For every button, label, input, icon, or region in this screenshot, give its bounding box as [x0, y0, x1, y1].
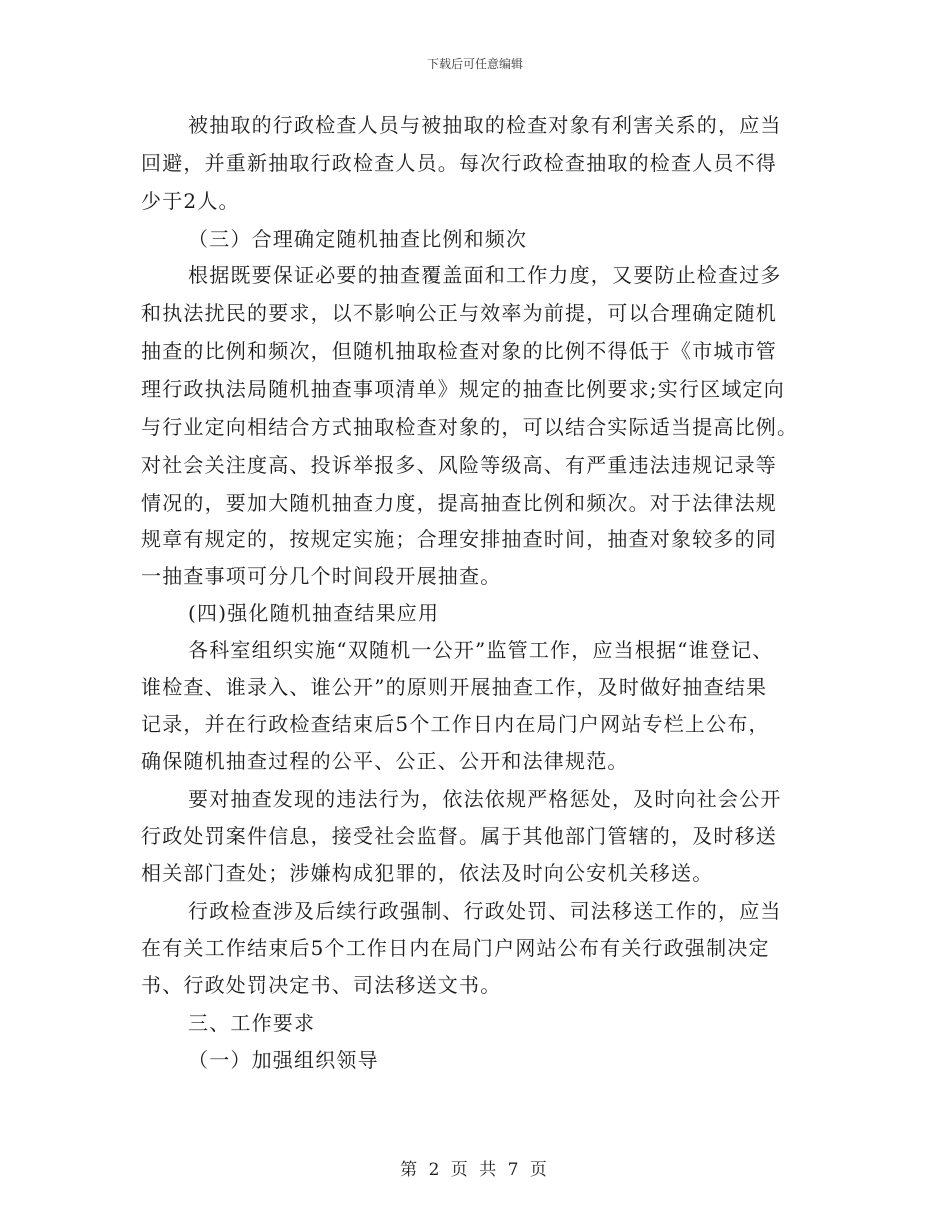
body-line: 对社会关注度高、投诉举报多、风险等级高、有严重违法违规记录等 [141, 453, 777, 477]
body-line: 和执法扰民的要求，以不影响公正与效率为前提，可以合理确定随机 [141, 301, 777, 325]
section-heading: (四)强化随机抽查结果应用 [188, 601, 440, 625]
body-line: 根据既要保证必要的抽查覆盖面和工作力度，又要防止检查过多 [188, 263, 782, 287]
body-line: 记录，并在行政检查结束后5个工作日内在局门户网站专栏上公布， [141, 712, 770, 736]
body-line: 理行政执法局随机抽查事项清单》规定的抽查比例要求;实行区域定向 [141, 377, 785, 401]
body-line: 谁检查、谁录入、谁公开”的原则开展抽查工作，及时做好抽查结果 [141, 675, 768, 699]
body-line: 相关部门查处；涉嫌构成犯罪的，依法及时向公安机关移送。 [141, 861, 714, 885]
body-line: 与行业定向相结合方式抽取检查对象的，可以结合实际适当提高比例。 [141, 415, 799, 439]
body-line: 行政检查涉及后续行政强制、行政处罚、司法移送工作的，应当 [188, 899, 782, 923]
body-line: 情况的，要加大随机抽查力度，提高抽查比例和频次。对于法律法规 [141, 491, 777, 515]
body-line: 抽查的比例和频次，但随机抽取检查对象的比例不得低于《市城市管 [141, 339, 777, 363]
section-heading: （三）合理确定随机抽查比例和频次 [188, 227, 528, 251]
body-line: 规章有规定的，按规定实施；合理安排抽查时间，抽查对象较多的同 [141, 527, 777, 551]
section-heading: （一）加强组织领导 [188, 1048, 379, 1072]
body-line: 回避，并重新抽取行政检查人员。每次行政检查抽取的检查人员不得 [141, 151, 777, 175]
body-line: 少于2人。 [141, 189, 240, 213]
body-line: 在有关工作结束后5个工作日内在局门户网站公布有关行政强制决定 [141, 936, 770, 960]
body-line: 被抽取的行政检查人员与被抽取的检查对象有利害关系的，应当 [188, 113, 782, 137]
body-line: 行政处罚案件信息，接受社会监督。属于其他部门管辖的，及时移送 [141, 824, 777, 848]
body-line: 书、行政处罚决定书、司法移送文书。 [141, 973, 502, 997]
body-line: 各科室组织实施“双随机一公开”监管工作，应当根据“谁登记、 [188, 638, 774, 662]
page-header: 下载后可任意编辑 [426, 57, 523, 71]
body-line: 要对抽查发现的违法行为，依法依规严格惩处，及时向社会公开 [188, 787, 782, 811]
page-number-footer: 第 2 页 共 7 页 [400, 1160, 550, 1180]
section-heading: 三、工作要求 [188, 1011, 316, 1035]
body-line: 确保随机抽查过程的公平、公正、公开和法律规范。 [141, 749, 629, 773]
body-line: 一抽查事项可分几个时间段开展抽查。 [141, 564, 502, 588]
